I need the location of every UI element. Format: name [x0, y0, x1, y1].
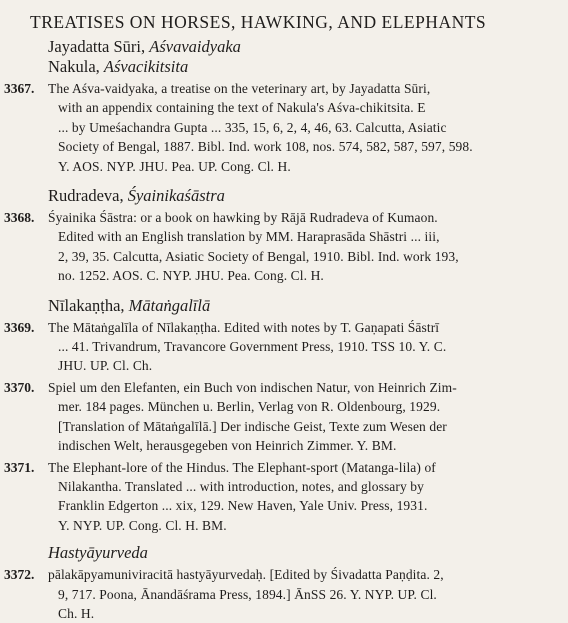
- entry-line: Society of Bengal, 1887. Bibl. Ind. work 108, nos. 574, 582, 587, 597, 598.: [58, 139, 473, 155]
- entry-line: ... 41. Trivandrum, Travancore Government Press, 1910. TSS 10. Y. C.: [58, 339, 447, 355]
- entry-number: 3369.: [4, 319, 35, 335]
- section-work: Aśvacikitsita: [103, 57, 189, 76]
- entry-text: [48, 458, 568, 536]
- entry-line: no. 1252. AOS. C. NYP. JHU. Pea. Cong. Cl. H.: [58, 268, 324, 284]
- page-heading: TREATISES ON HORSES, HAWKING, AND ELEPHANTS: [30, 12, 487, 32]
- entry-line: pālakāpyamuniviracitā hastyāyurvedaḥ. [Edited by Śivadatta Paṇḍita. 2,: [48, 567, 444, 583]
- entry-line: Nilakantha. Translated ... with introduction, notes, and glossary by: [58, 478, 425, 494]
- entry-line: JHU. UP. Cl. Ch.: [58, 358, 153, 374]
- entry-line: The Mātaṅgalīla of Nīlakaṇṭha. Edited with notes by T. Gaṇapati Śāstrī: [48, 319, 440, 335]
- entry-3372: [0, 565, 568, 623]
- entry-line: Edited with an English translation by MM. Haraprasāda Shāstri ... iii,: [58, 229, 440, 245]
- entry-number: 3372.: [4, 567, 35, 583]
- entry-line: The Aśva-vaidyaka, a treatise on the veterinary art, by Jayadatta Sūri,: [48, 81, 431, 96]
- entry-text: [48, 208, 568, 286]
- entry-3370: [0, 378, 568, 456]
- section-title: [48, 186, 568, 206]
- section-work: Mātaṅgalīlā: [128, 295, 211, 315]
- section-title: [48, 296, 568, 316]
- entry-3367: [0, 79, 568, 176]
- section-title: [48, 543, 568, 563]
- entry-text: [48, 79, 568, 176]
- section-author: Rudradeva,: [48, 186, 128, 206]
- entry-line: Franklin Edgerton ... xix, 129. New Haven, Yale Univ. Press, 1931.: [58, 498, 428, 514]
- entry-line: [Translation of Mātaṅgalīlā.] Der indische Geist, Texte zum Wesen der: [58, 418, 447, 434]
- section-author: Nīlakaṇṭha,: [48, 295, 129, 315]
- entry-3368: [0, 208, 568, 286]
- entry-line: Y. AOS. NYP. JHU. Pea. UP. Cong. Cl. H.: [58, 158, 291, 174]
- section-elephants: [0, 296, 568, 535]
- section-work: Aśvavaidyaka: [149, 37, 241, 56]
- entry-text: [48, 318, 568, 376]
- section-horses: [0, 37, 568, 176]
- section-work: Śyainikaśāstra: [127, 186, 225, 206]
- section-work: Hastyāyurveda: [48, 543, 148, 563]
- entry-line: Spiel um den Elefanten, ein Buch von indischen Natur, von Heinrich Zim-: [48, 379, 457, 395]
- entry-3369: [0, 318, 568, 376]
- section-author: Jayadatta Sūri,: [48, 37, 150, 56]
- entry-line: indischen Welt, herausgegeben von Heinrich Zimmer. Y. BM.: [58, 438, 397, 454]
- entry-line: mer. 184 pages. München u. Berlin, Verlag von R. Oldenbourg, 1929.: [58, 399, 441, 415]
- entry-text: [48, 378, 568, 456]
- entry-line: with an appendix containing the text of Nakula's Aśva-chikitsita. E: [58, 100, 426, 116]
- entry-line: Y. NYP. UP. Cong. Cl. H. BM.: [58, 517, 227, 533]
- entry-line: Śyainika Śāstra: or a book on hawking by Rājā Rudradeva of Kumaon.: [48, 210, 438, 226]
- entry-3371: [0, 458, 568, 536]
- entry-line: 9, 717. Poona, Ānandāśrama Press, 1894.] ĀnSS 26. Y. NYP. UP. Cl.: [58, 586, 437, 602]
- entry-line: The Elephant-lore of the Hindus. The Elephant-sport (Matanga-lila) of: [48, 459, 436, 475]
- entry-line: ... by Umeśachandra Gupta ... 335, 15, 6, 2, 4, 46, 63. Calcutta, Asiatic: [58, 119, 447, 135]
- entry-number: 3371.: [4, 459, 35, 475]
- entry-line: Ch. H.: [58, 605, 95, 621]
- section-author: Nakula,: [48, 57, 104, 76]
- entry-number: 3368.: [4, 210, 35, 226]
- entry-line: 2, 39, 35. Calcutta, Asiatic Society of Bengal, 1910. Bibl. Ind. work 193,: [58, 248, 459, 264]
- section-title: [48, 57, 568, 77]
- section-hastyayurveda: [0, 543, 568, 623]
- entry-number: 3370.: [4, 379, 35, 395]
- entry-number: 3367.: [4, 81, 35, 96]
- section-hawking: [0, 186, 568, 286]
- section-title: [48, 37, 568, 57]
- entry-text: [48, 565, 568, 623]
